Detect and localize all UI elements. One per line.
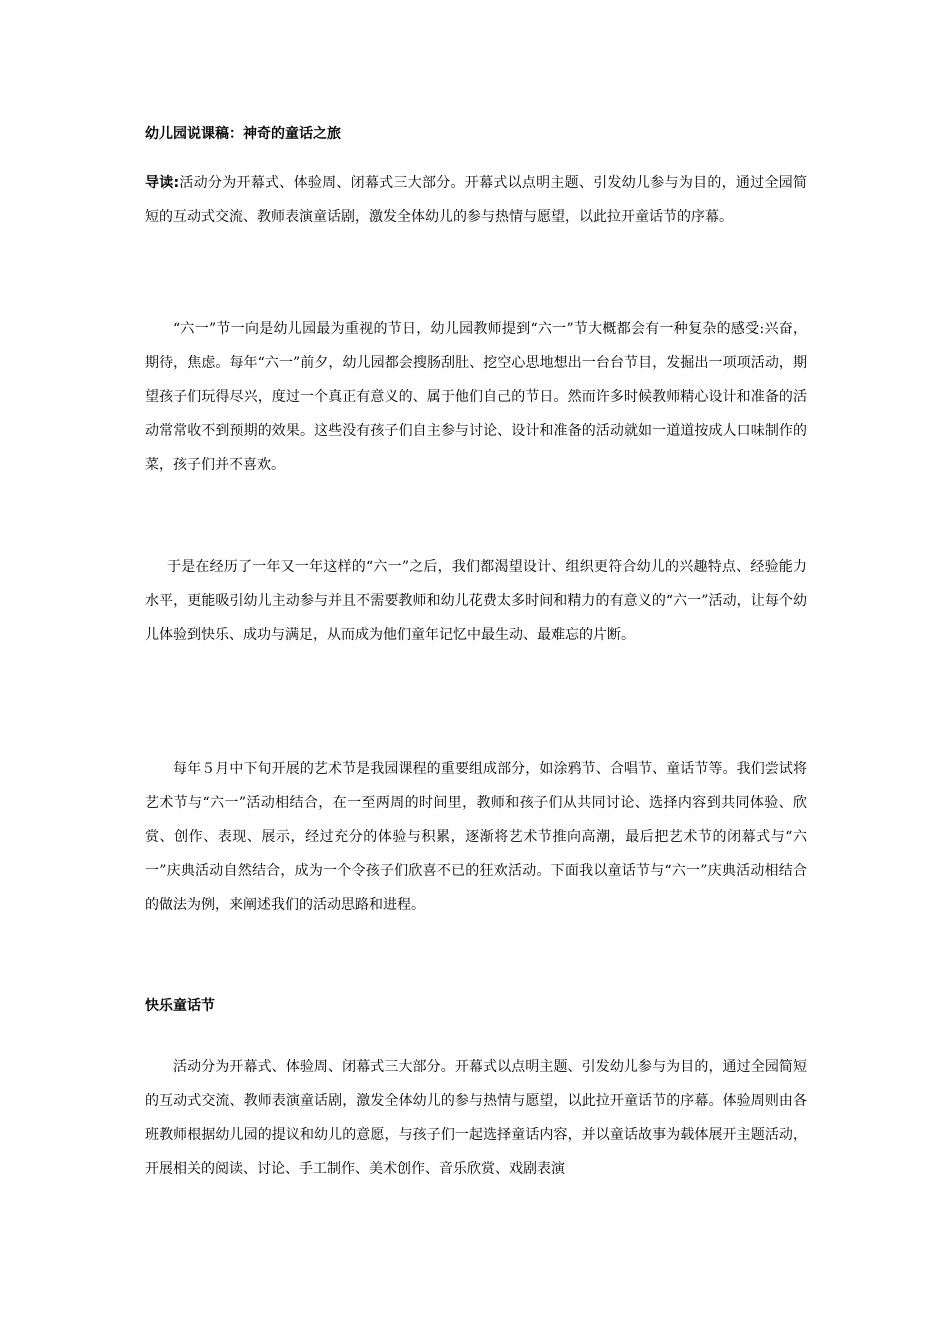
body-paragraph-1: “六一”节一向是幼儿园最为重视的节日，幼儿园教师提到“六一”节大概都会有一种复杂的感受:兴奋，期待，焦虑。每年“六一”前夕，幼儿园都会搜肠刮肚、挖空心思地想出一台台节目，发掘出一项项活动，期望孩子们玩得尽兴，度过一个真正有意义的、属于他们自己的节日。然而许多时候教师精心设计和准备的活动常常收不到预期的效果。这些没有孩子们自主参与讨论、设计和准备的活动就如一道道按成人口味制作的菜，孩子们并不喜欢。 bbox=[145, 321, 807, 473]
body-paragraph-3: 每年５月中下旬开展的艺术节是我园课程的重要组成部分，如涂鸦节、合唱节、童话节等。我们尝试将艺术节与“六一”活动相结合，在一至两周的时间里，教师和孩子们从共同讨论、选择内容到共同体验、欣赏、创作、表现、展示，经过充分的体验与积累，逐渐将艺术节推向高潮，最后把艺术节的闭幕式与“六一”庆典活动自然结合，成为一个令孩子们欣喜不已的狂欢活动。下面我以童话节与“六一”庆典活动相结合的做法为例，来阐述我们的活动思路和进程。 bbox=[145, 761, 807, 913]
section-heading: 快乐童话节 bbox=[145, 998, 215, 1014]
intro-text: 活动分为开幕式、体验周、闭幕式三大部分。开幕式以点明主题、引发幼儿参与为目的，通过全园简短的互动式交流、教师表演童话剧，激发全体幼儿的参与热情与愿望，以此拉开童话节的序幕。 bbox=[145, 175, 807, 225]
intro-label: 导读: bbox=[145, 175, 180, 191]
body-paragraph-2: 于是在经历了一年又一年这样的“六一”之后，我们都渴望设计、组织更符合幼儿的兴趣特点、经验能力水平，更能吸引幼儿主动参与并且不需要教师和幼儿花费太多时间和精力的有意义的“六一”活动，让每个幼儿体验到快乐、成功与满足，从而成为他们童年记忆中最生动、最难忘的片断。 bbox=[145, 559, 807, 643]
section-paragraph: 活动分为开幕式、体验周、闭幕式三大部分。开幕式以点明主题、引发幼儿参与为目的，通过全园简短的互动式交流、教师表演童话剧，激发全体幼儿的参与热情与愿望，以此拉开童话节的序幕。体验周则由各班教师根据幼儿园的提议和幼儿的意愿，与孩子们一起选择童话内容，并以童话故事为载体展开主题活动，开展相关的阅读、讨论、手工制作、美术创作、音乐欣赏、戏剧表演 bbox=[145, 1059, 807, 1177]
document-title: 幼儿园说课稿：神奇的童话之旅 bbox=[145, 126, 341, 142]
intro-paragraph bbox=[145, 166, 807, 234]
